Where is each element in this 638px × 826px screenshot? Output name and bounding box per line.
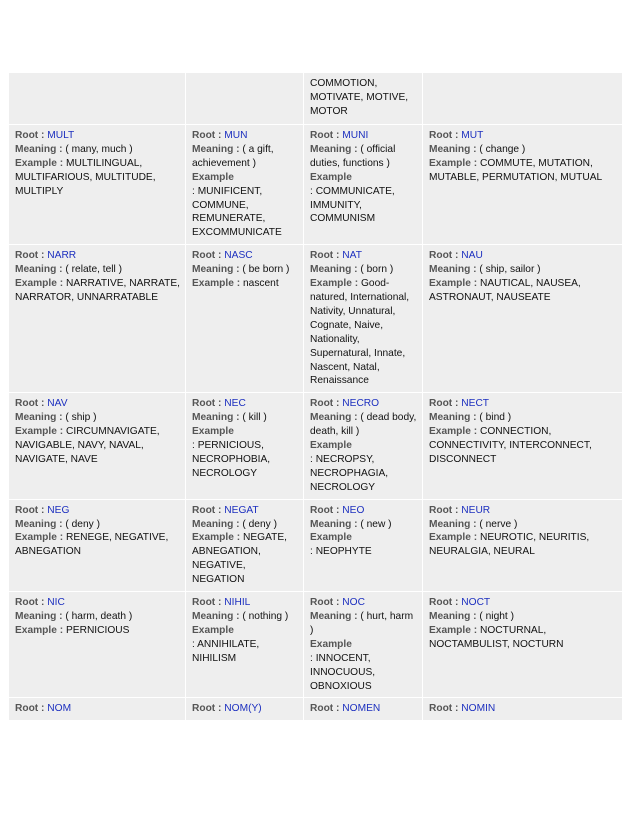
root-label: Root [310, 398, 334, 410]
table-cell: Root : NEC Meaning : ( kill ) Example : PERNICIOUS, NECROPHOBIA, NECROLOGY [186, 393, 304, 499]
root-label: Root [15, 703, 39, 715]
example-label: Example [429, 532, 471, 544]
meaning-value: ( bind ) [479, 412, 512, 424]
meaning-label: Meaning [15, 518, 57, 530]
meaning-value: ( night ) [479, 611, 514, 622]
example-value: ANNIHILATE, NIHILISM [192, 638, 260, 664]
meaning-label: Meaning [429, 264, 471, 276]
root-label: Root [192, 597, 216, 609]
root-label: Root [310, 703, 334, 715]
example-label: Example [310, 638, 352, 650]
table-row [9, 499, 623, 591]
table-cell: Root : NECT Meaning : ( bind ) Example : CONNECTION, CONNECTIVITY, INTERCONNECT, DISCONNECT [423, 393, 623, 499]
table-cell: Root : MUNI Meaning : ( official duties, functions ) Example : COMMUNICATE, IMMUNITY, COMMUNISM [304, 125, 423, 245]
root-label: Root [15, 130, 39, 141]
root-value: NIHIL [224, 597, 251, 609]
meaning-value: ( nerve ) [479, 518, 518, 530]
example-label: Example [192, 278, 234, 290]
meaning-label: Meaning [15, 611, 57, 622]
example-label: Example [15, 278, 57, 290]
meaning-label: Meaning [192, 611, 234, 622]
example-label: Example [429, 278, 471, 290]
table-row [9, 73, 623, 125]
meaning-value: ( change ) [479, 143, 526, 155]
meaning-value: ( be born ) [242, 264, 290, 276]
root-value: NASC [224, 250, 253, 262]
meaning-value: ( many, much ) [65, 143, 133, 155]
example-label: Example [429, 157, 471, 169]
table-cell: Root : NOC Meaning : ( hurt, harm ) Example : INNOCENT, INNOCUOUS, OBNOXIOUS [304, 592, 423, 698]
root-label: Root [15, 398, 39, 410]
meaning-value: ( a gift, achievement ) [192, 143, 274, 169]
example-value: CONNECTION, CONNECTIVITY, INTERCONNECT, DISCONNECT [429, 426, 592, 465]
meaning-value: ( harm, death ) [65, 611, 133, 622]
example-label: Example [310, 440, 352, 452]
meaning-label: Meaning [429, 518, 471, 530]
table-cell: Root : NEO Meaning : ( new ) Example : NEOPHYTE [304, 499, 423, 591]
table-cell: Root : NIHIL Meaning : ( nothing ) Example : ANNIHILATE, NIHILISM [186, 592, 304, 698]
meaning-label: Meaning [192, 264, 234, 276]
meaning-value: ( born ) [360, 264, 394, 276]
example-value: PERNICIOUS, NECROPHOBIA, NECROLOGY [192, 440, 271, 479]
meaning-value: ( ship ) [65, 412, 97, 424]
meaning-value: ( relate, tell ) [65, 264, 123, 276]
example-value: CIRCUMNAVIGATE, NAVIGABLE, NAVY, NAVAL, NAVIGATE, NAVE [15, 426, 160, 465]
example-value: NAUTICAL, NAUSEA, ASTRONAUT, NAUSEATE [429, 278, 581, 303]
meaning-value: ( kill ) [242, 412, 267, 424]
table-cell: Root : NOM [9, 698, 186, 721]
table-cell [423, 73, 623, 125]
root-value: NOCT [461, 597, 491, 609]
table-cell: Root : MUN Meaning : ( a gift, achievement ) Example : MUNIFICENT, COMMUNE, REMUNERATE, EXCOMMUNICATE [186, 125, 304, 245]
meaning-label: Meaning [192, 143, 234, 155]
table-cell: Root : NAU Meaning : ( ship, sailor ) Example : NAUTICAL, NAUSEA, ASTRONAUT, NAUSEATE [423, 245, 623, 393]
meaning-label: Meaning [310, 412, 352, 424]
table-cell [9, 73, 186, 125]
root-label: Root [310, 250, 334, 262]
root-value: NARR [47, 250, 77, 262]
root-value: NOM(Y) [224, 703, 262, 715]
example-label: Example [15, 624, 57, 636]
root-label: Root [310, 597, 334, 609]
root-value: NIC [47, 597, 65, 609]
root-value: NEGAT [224, 504, 259, 516]
meaning-label: Meaning [192, 412, 234, 424]
meaning-value: ( deny ) [242, 518, 277, 530]
example-value: RENEGE, NEGATIVE, ABNEGATION [15, 532, 169, 558]
table-cell: Root : NOCT Meaning : ( night ) Example : NOCTURNAL, NOCTAMBULIST, NOCTURN [423, 592, 623, 698]
root-value: MUT [461, 130, 484, 141]
example-value: MULTILINGUAL, MULTIFARIOUS, MULTITUDE, MULTIPLY [15, 157, 156, 197]
root-value: MULT [47, 130, 75, 141]
root-value: NEC [224, 398, 246, 410]
example-label: Example [192, 426, 234, 438]
example-value: NARRATIVE, NARRATE, NARRATOR, UNNARRATABLE [15, 278, 180, 303]
table-cell: Root : NEUR Meaning : ( nerve ) Example : NEUROTIC, NEURITIS, NEURALGIA, NEURAL [423, 499, 623, 591]
word-roots-table [8, 72, 623, 721]
root-label: Root [15, 504, 39, 516]
root-value: NEG [47, 504, 70, 516]
table-cell [304, 73, 423, 125]
meaning-label: Meaning [310, 264, 352, 276]
meaning-value: ( official duties, functions ) [310, 143, 396, 169]
root-label: Root [192, 703, 216, 715]
meaning-label: Meaning [192, 518, 234, 530]
table-row [9, 245, 623, 393]
example-value: NEGATE, ABNEGATION, NEGATIVE, NEGATION [192, 532, 287, 586]
example-label: Example [310, 278, 352, 290]
example-label: Example [15, 157, 57, 169]
root-label: Root [192, 504, 216, 516]
table-cell: Root : NARR Meaning : ( relate, tell ) Example : NARRATIVE, NARRATE, NARRATOR, UNNARRATABLE [9, 245, 186, 393]
example-value: NEOPHYTE [315, 546, 372, 558]
table-cell: Root : NECRO Meaning : ( dead body, death, kill ) Example : NECROPSY, NECROPHAGIA, NECROLOGY [304, 393, 423, 499]
meaning-value: ( hurt, harm ) [310, 611, 414, 636]
root-label: Root [192, 130, 216, 141]
meaning-value: ( nothing ) [242, 611, 289, 622]
table-row [9, 698, 623, 721]
root-label: Root [310, 504, 334, 516]
root-value: NAU [461, 250, 483, 262]
root-value: NOMIN [461, 703, 496, 715]
example-value: PERNICIOUS [66, 624, 130, 636]
example-label: Example [310, 532, 352, 544]
root-label: Root [429, 250, 453, 262]
root-value: NAV [47, 398, 68, 410]
root-label: Root [429, 703, 453, 715]
root-value: MUNI [342, 130, 369, 141]
table-cell: Root : NASC Meaning : ( be born ) Example : nascent [186, 245, 304, 393]
example-value: NOCTURNAL, NOCTAMBULIST, NOCTURN [429, 624, 564, 650]
meaning-label: Meaning [310, 611, 352, 622]
root-label: Root [429, 597, 453, 609]
root-value: NOM [47, 703, 72, 715]
example-value: COMMUNICATE, IMMUNITY, COMMUNISM [310, 185, 395, 225]
root-value: NAT [342, 250, 362, 262]
meaning-label: Meaning [310, 518, 352, 530]
root-value: NEUR [461, 504, 491, 516]
example-value: MUNIFICENT, COMMUNE, REMUNERATE, EXCOMMUNICATE [192, 185, 282, 239]
meaning-value: ( new ) [360, 518, 392, 530]
meaning-label: Meaning [15, 412, 57, 424]
root-value: NECT [461, 398, 490, 410]
root-label: Root [429, 504, 453, 516]
example-label: Example [310, 171, 352, 183]
table-cell [186, 73, 304, 125]
example-label: Example [15, 532, 57, 544]
table-cell: Root : NEGAT Meaning : ( deny ) Example : NEGATE, ABNEGATION, NEGATIVE, NEGATION [186, 499, 304, 591]
meaning-label: Meaning [310, 143, 352, 155]
example-value: nascent [243, 278, 279, 290]
root-value: NEO [342, 504, 365, 516]
meaning-label: Meaning [429, 412, 471, 424]
meaning-label: Meaning [429, 143, 471, 155]
example-label: Example [15, 426, 57, 438]
root-value: NECRO [342, 398, 380, 410]
table-cell: Root : NAT Meaning : ( born ) Example : Good-natured, International, Nativity, Unnatural, Cognate, Naive, Nationality, Supernatural, Innate, Nascent, Natal, Renaissance [304, 245, 423, 393]
meaning-value: ( dead body, death, kill ) [310, 412, 417, 438]
root-label: Root [15, 250, 39, 262]
example-value: COMMUTE, MUTATION, MUTABLE, PERMUTATION, MUTUAL [429, 157, 603, 183]
root-label: Root [429, 130, 453, 141]
root-label: Root [429, 398, 453, 410]
root-label: Root [310, 130, 334, 141]
example-label: Example [429, 624, 471, 636]
meaning-label: Meaning [15, 264, 57, 276]
table-cell: Root : MULT Meaning : ( many, much ) Example : MULTILINGUAL, MULTIFARIOUS, MULTITUDE, MULTIPLY [9, 125, 186, 245]
example-label: Example [192, 171, 234, 183]
table-cell: Root : NAV Meaning : ( ship ) Example : CIRCUMNAVIGATE, NAVIGABLE, NAVY, NAVAL, NAVIGATE, NAVE [9, 393, 186, 499]
root-label: Root [192, 250, 216, 262]
meaning-value: ( deny ) [65, 518, 100, 530]
example-value: Good-natured, International, Nativity, Unnatural, Cognate, Naive, Nationality, Supernatural, Innate, Nascent, Natal, Renaissance [310, 278, 410, 387]
table-cell: Root : MUT Meaning : ( change ) Example : COMMUTE, MUTATION, MUTABLE, PERMUTATION, MUTUAL [423, 125, 623, 245]
example-label: Example [429, 426, 471, 438]
root-label: Root [192, 398, 216, 410]
example-value: COMMOTION, MOTIVATE, MOTIVE, MOTOR [310, 78, 409, 117]
table-cell: Root : NOMIN [423, 698, 623, 721]
root-value: NOC [342, 597, 365, 609]
root-label: Root [15, 597, 39, 609]
example-label: Example [192, 624, 234, 636]
root-value: MUN [224, 130, 248, 141]
meaning-value: ( ship, sailor ) [479, 264, 541, 276]
meaning-label: Meaning [15, 143, 57, 155]
example-label: Example [192, 532, 234, 544]
example-value: NECROPSY, NECROPHAGIA, NECROLOGY [310, 453, 389, 493]
table-cell: Root : NEG Meaning : ( deny ) Example : RENEGE, NEGATIVE, ABNEGATION [9, 499, 186, 591]
table-cell: Root : NOM(Y) [186, 698, 304, 721]
table-cell: Root : NIC Meaning : ( harm, death ) Example : PERNICIOUS [9, 592, 186, 698]
meaning-label: Meaning [429, 611, 471, 622]
table-cell: Root : NOMEN [304, 698, 423, 721]
example-value: INNOCENT, INNOCUOUS, OBNOXIOUS [310, 652, 376, 692]
example-value: NEUROTIC, NEURITIS, NEURALGIA, NEURAL [429, 532, 590, 558]
root-value: NOMEN [342, 703, 381, 715]
table-row [9, 393, 623, 499]
table-row [9, 125, 623, 245]
table-row [9, 592, 623, 698]
